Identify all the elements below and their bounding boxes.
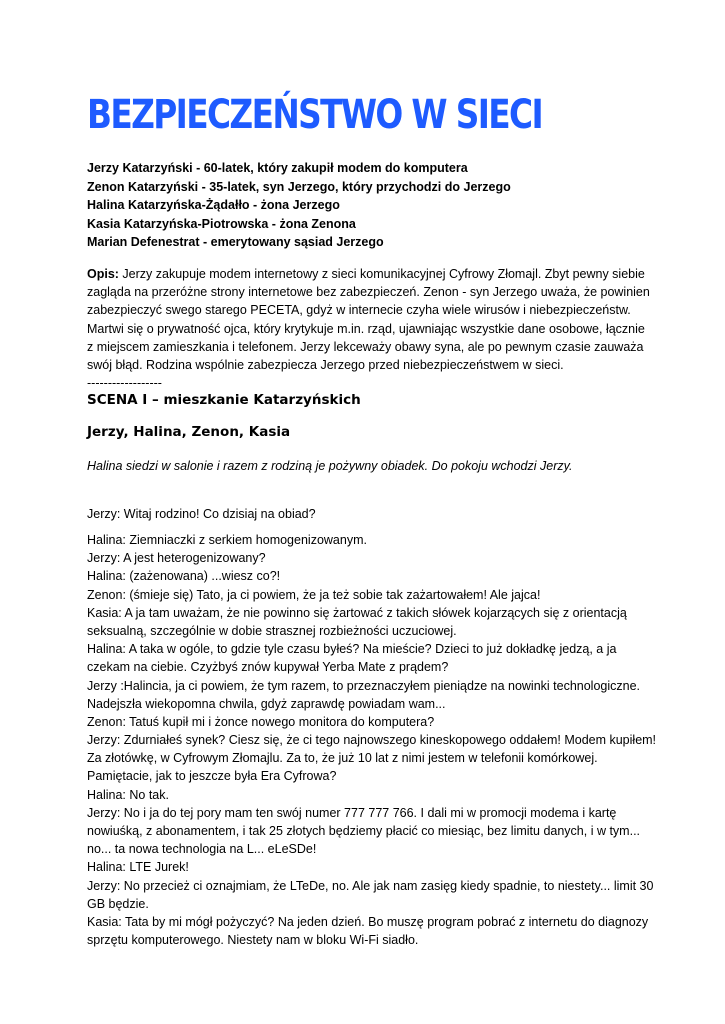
cast-list <box>87 159 511 252</box>
dialogue-line: Kasia: Tata by mi mógł pożyczyć? Na jeden dzień. Bo muszę program pobrać z internetu do diagnozy <box>87 914 649 929</box>
dialogue-line: seksualną, szczególnie w dobie strasznej rozbieżności uczuciowej. <box>87 623 457 638</box>
cast-item: Marian Defenestrat - emerytowany sąsiad Jerzego <box>87 235 384 249</box>
dialogue-line: czekam na ciebie. Czyżbyś znów kupywał Yerba Mate z prądem? <box>87 660 449 675</box>
dialogue-line: no... ta nowa technologia na L... eLeSDe! <box>87 842 317 857</box>
dialogue-line: Kasia: A ja tam uważam, że nie powinno się żartować z takich słówek kojarzących się z orientacją <box>87 605 627 620</box>
dialogue-line: Halina: Ziemniaczki z serkiem homogenizowanym. <box>87 533 367 547</box>
dialogue-block <box>87 531 656 949</box>
dialogue-line: Jerzy :Halincia, ja ci powiem, że tym razem, to przeznaczyłem pieniądze na nowinki technologiczne. <box>87 678 641 693</box>
dialogue-line: Zenon: (śmieje się) Tato, ja ci powiem, że ja też sobie tak zażartowałem! Ale jajca! <box>87 587 541 602</box>
description-line: z miejscem zamieszkania i telefonem. Jerzy lekceważy obawy syna, ale po pewnym czasie zauważa <box>87 339 644 354</box>
description-text: Jerzy zakupuje modem internetowy z sieci komunikacyjnej Cyfrowy Złomajl. Zbyt pewny siebie <box>118 267 645 281</box>
cast-item: Zenon Katarzyński - 35-latek, syn Jerzego, który przychodzi do Jerzego <box>87 179 511 194</box>
scene-title: SCENA I – mieszkanie Katarzyńskich <box>87 392 361 408</box>
dialogue-line: Halina: (zażenowana) ...wiesz co?! <box>87 569 281 584</box>
dialogue-line: Zenon: Tatuś kupił mi i żonce nowego monitora do komputera? <box>87 714 435 729</box>
dialogue-greeting: Jerzy: Witaj rodzino! Co dzisiaj na obiad? <box>87 507 316 521</box>
dialogue-line: Jerzy: A jest heterogenizowany? <box>87 551 266 566</box>
description-line: zabezpieczyć swego starego PECETA, gdyż w internecie czyha wiele wirusów i niebezpieczeństw. <box>87 303 631 318</box>
cast-item: Kasia Katarzyńska-Piotrowska - żona Zenona <box>87 216 356 231</box>
dialogue-line: Nadejszła wiekopomna chwila, gdyż zaprawdę powiadam wam... <box>87 696 446 711</box>
description-paragraph <box>87 265 650 374</box>
dialogue-line: Pamiętacie, jak to jeszcze była Era Cyfrowa? <box>87 769 337 784</box>
dialogue-line: Jerzy: No i ja do tej pory mam ten swój numer 777 777 766. I dali mi w promocji modema i kartę <box>87 805 617 820</box>
dialogue-line: sprzętu komputerowego. Niestety nam w bloku Wi-Fi siadło. <box>87 933 419 948</box>
dialogue-line: Za złotówkę, w Cyfrowym Złomajlu. Za to, że już 10 lat z nimi jestem w telefonii komórkowej. <box>87 751 598 766</box>
separator-line: ------------------ <box>87 376 162 390</box>
description-line: Martwi się o prywatność ojca, który krytykuje m.in. rząd, ujawniając wszystkie dane osobowe, łącznie <box>87 321 645 336</box>
dialogue-line: Jerzy: No przecież ci oznajmiam, że LTeDe, no. Ale jak nam zasięg kiedy spadnie, to niestety... limit 30 <box>87 878 654 893</box>
scene-characters: Jerzy, Halina, Zenon, Kasia <box>87 424 291 440</box>
document-title: BEZPIECZEŃSTWO W SIECI <box>87 92 543 138</box>
dialogue-line: Jerzy: Zdurniałeś synek? Ciesz się, że ci tego najnowszego kineskopowego oddałem! Modem kupiłem! <box>87 733 657 748</box>
description-line: zagląda na przeróżne strony internetowe bez zabezpieczeń. Zenon - syn Jerzego uważa, że powinien <box>87 285 650 300</box>
description-label: Opis: <box>87 267 119 281</box>
cast-item: Jerzy Katarzyński - 60-latek, który zakupił modem do komputera <box>87 161 468 175</box>
dialogue-line: GB będzie. <box>87 896 149 911</box>
dialogue-line: Halina: LTE Jurek! <box>87 860 189 875</box>
dialogue-line: Halina: No tak. <box>87 787 169 802</box>
stage-direction: Halina siedzi w salonie i razem z rodziną je pożywny obiadek. Do pokoju wchodzi Jerzy. <box>87 459 573 473</box>
description-line: swój błąd. Rodzina wspólnie zabezpiecza Jerzego przed niebezpieczeństwem w sieci. <box>87 358 564 373</box>
cast-item: Halina Katarzyńska-Żądałło - żona Jerzego <box>87 198 340 212</box>
description-line-1 <box>87 265 650 283</box>
dialogue-line: Halina: A taka w ogóle, to gdzie tyle czasu byłeś? Na mieście? Dzieci to już dokładkę jedzą, a ja <box>87 642 617 657</box>
dialogue-line: nowiuśką, z abonamentem, i tak 25 złotych będziemy płacić co miesiąc, bez limitu danych, i w tym... <box>87 824 641 838</box>
